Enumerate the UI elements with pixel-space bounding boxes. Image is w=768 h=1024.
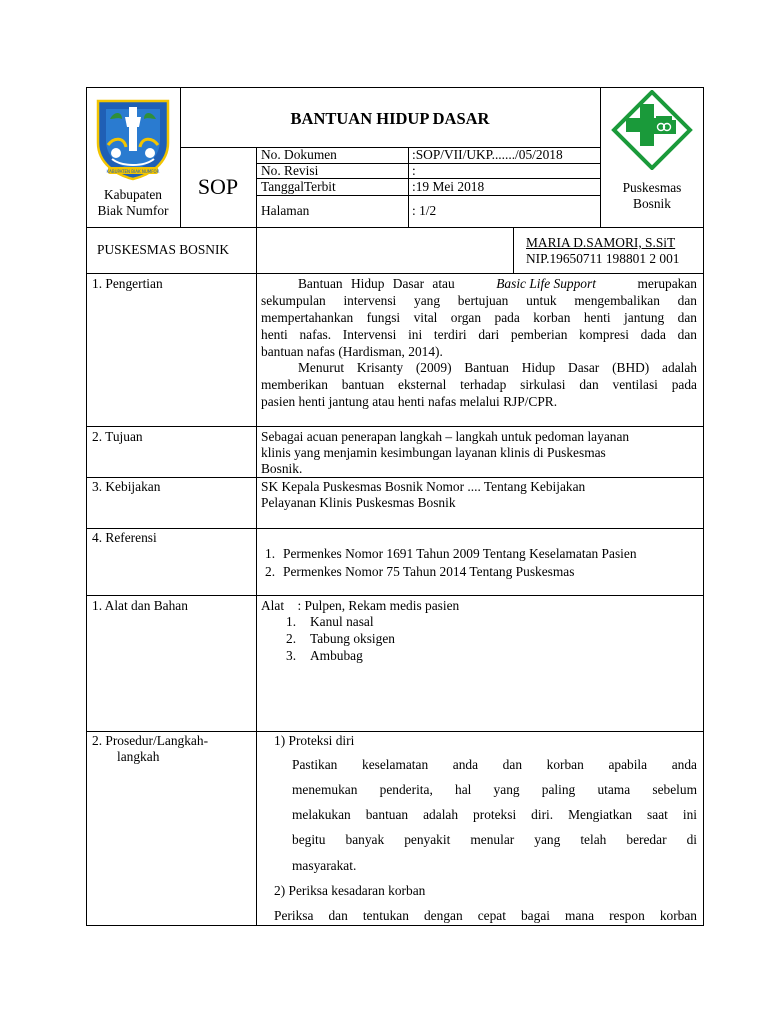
body-column-divider xyxy=(256,273,257,926)
prosedur-step-1-line-4: begitu banyak penyakit menular yang telah beredar di xyxy=(292,832,697,847)
table-border-top xyxy=(86,87,704,88)
pengertian-line-5: bantuan nafas (Hardisman, 2014). xyxy=(261,344,443,359)
meta-value-halaman: : 1/2 xyxy=(412,203,437,218)
tujuan-line-3: Bosnik. xyxy=(261,461,303,476)
pengertian-line-4: henti nafas. Intervensi ini terdiri dari pemberian kompresi dada dan xyxy=(261,327,697,342)
referensi-number-1: 1. xyxy=(265,546,276,561)
prosedur-step-1-line-2: menemukan penderita, hal yang paling utama sebelum xyxy=(292,782,697,797)
section-label-alat-bahan: 1. Alat dan Bahan xyxy=(92,598,188,613)
pengertian-italic-term: Basic Life Support xyxy=(496,276,596,291)
document-title: BANTUAN HIDUP DASAR xyxy=(290,109,490,128)
referensi-number-2: 2. xyxy=(265,564,276,579)
row-line-tujuan xyxy=(86,477,704,478)
left-logo-caption-line2: Biak Numfor xyxy=(97,203,169,218)
row-line-pengertian xyxy=(86,426,704,427)
meta-value-no-dokumen: :SOP/VII/UKP......./05/2018 xyxy=(412,147,563,162)
section-label-pengertian: 1. Pengertian xyxy=(92,276,163,291)
pengertian-first-line-end: merupakan xyxy=(637,276,697,291)
meta-value-tanggal-terbit: :19 Mei 2018 xyxy=(412,179,485,194)
row-line-referensi xyxy=(86,595,704,596)
left-logo-caption-line1: Kabupaten xyxy=(103,187,162,202)
sop-label: SOP xyxy=(197,174,239,199)
header-divider-2 xyxy=(256,147,257,227)
signatory-nip: NIP.19650711 198801 2 001 xyxy=(526,251,680,266)
alat-item-3: Ambubag xyxy=(310,648,363,663)
meta-label-tanggal-terbit: TanggalTerbit xyxy=(261,179,336,194)
alat-item-1: Kanul nasal xyxy=(310,614,374,629)
meta-label-no-revisi: No. Revisi xyxy=(261,163,319,178)
kebijakan-line-2: Pelayanan Klinis Puskesmas Bosnik xyxy=(261,495,456,510)
pengertian-line-3: mempertahankan fungsi vital organ pada korban henti jantung dan xyxy=(261,310,697,325)
alat-number-3: 3. xyxy=(286,648,297,663)
alat-intro: Alat : Pulpen, Rekam medis pasien xyxy=(261,598,460,613)
meta-label-no-dokumen: No. Dokumen xyxy=(261,147,337,162)
crest-banner-text: KABUPATEN BIAK NUMFOR xyxy=(106,169,160,174)
tujuan-line-2: klinis yang menjamin kesimbungan layanan klinis di Puskesmas xyxy=(261,445,606,460)
tujuan-line-1: Sebagai acuan penerapan langkah – langkah untuk pedoman layanan xyxy=(261,429,630,444)
row2-divider-2 xyxy=(513,227,514,274)
meta-row-line-3 xyxy=(256,195,601,196)
section-label-kebijakan: 3. Kebijakan xyxy=(92,479,161,494)
header-divider-1 xyxy=(180,87,181,227)
row2-bottom-line xyxy=(86,273,704,274)
meta-value-no-revisi: : xyxy=(412,163,416,178)
right-logo-caption-line2: Bosnik xyxy=(633,196,671,211)
prosedur-step-1-title: 1) Proteksi diri xyxy=(274,733,355,748)
row-line-kebijakan xyxy=(86,528,704,529)
institution-name: PUSKESMAS BOSNIK xyxy=(97,242,230,257)
section-label-prosedur-line2: langkah xyxy=(117,749,160,764)
meta-label-halaman: Halaman xyxy=(261,203,310,218)
pengertian-p2-line-2: memberikan bantuan eksternal terhadap sirkulasi dan ventilasi pada xyxy=(261,377,697,392)
referensi-item-1: Permenkes Nomor 1691 Tahun 2009 Tentang Keselamatan Pasien xyxy=(283,546,637,561)
alat-item-2: Tabung oksigen xyxy=(310,631,395,646)
header-divider-3 xyxy=(408,147,409,227)
prosedur-step-1-line-5: masyarakat. xyxy=(292,858,357,873)
pengertian-p2-line-1: Menurut Krisanty (2009) Bantuan Hidup Dasar (BHD) adalah xyxy=(298,360,697,375)
prosedur-step-2-title: 2) Periksa kesadaran korban xyxy=(274,883,426,898)
alat-number-1: 1. xyxy=(286,614,297,629)
prosedur-step-2-line-1: Periksa dan tentukan dengan cepat bagai mana respon korban xyxy=(274,908,697,923)
section-label-prosedur: 2. Prosedur/Langkah- xyxy=(92,733,209,748)
signatory-name: MARIA D.SAMORI, S.SiT xyxy=(526,235,676,250)
table-border-bottom xyxy=(86,925,704,926)
pengertian-p2-line-3: pasien henti jantung atau henti nafas melalui RJP/CPR. xyxy=(261,394,558,409)
pengertian-line-2: sekumpulan intervensi yang bertujuan untuk mengembalikan dan xyxy=(261,293,697,308)
alat-number-2: 2. xyxy=(286,631,297,646)
section-label-tujuan: 2. Tujuan xyxy=(92,429,143,444)
prosedur-step-1-line-1: Pastikan keselamatan anda dan korban apabila anda xyxy=(292,757,697,772)
prosedur-step-1-line-3: melakukan bantuan adalah proteksi diri. Mengiatkan saat ini xyxy=(292,807,697,822)
kabupaten-crest-logo xyxy=(92,97,174,181)
puskesmas-cross-logo xyxy=(610,90,694,170)
pengertian-first-line xyxy=(261,276,697,293)
table-border-right xyxy=(703,87,704,926)
pengertian-first-line-start: Bantuan Hidup Dasar atau xyxy=(298,276,455,291)
kebijakan-line-1: SK Kepala Puskesmas Bosnik Nomor .... Tentang Kebijakan xyxy=(261,479,586,494)
header-bottom-line xyxy=(86,227,704,228)
row-line-alat xyxy=(86,731,704,732)
row2-divider-1 xyxy=(256,227,257,274)
referensi-item-2: Permenkes Nomor 75 Tahun 2014 Tentang Puskesmas xyxy=(283,564,575,579)
right-logo-caption-line1: Puskesmas xyxy=(622,180,682,195)
section-label-referensi: 4. Referensi xyxy=(92,530,157,545)
